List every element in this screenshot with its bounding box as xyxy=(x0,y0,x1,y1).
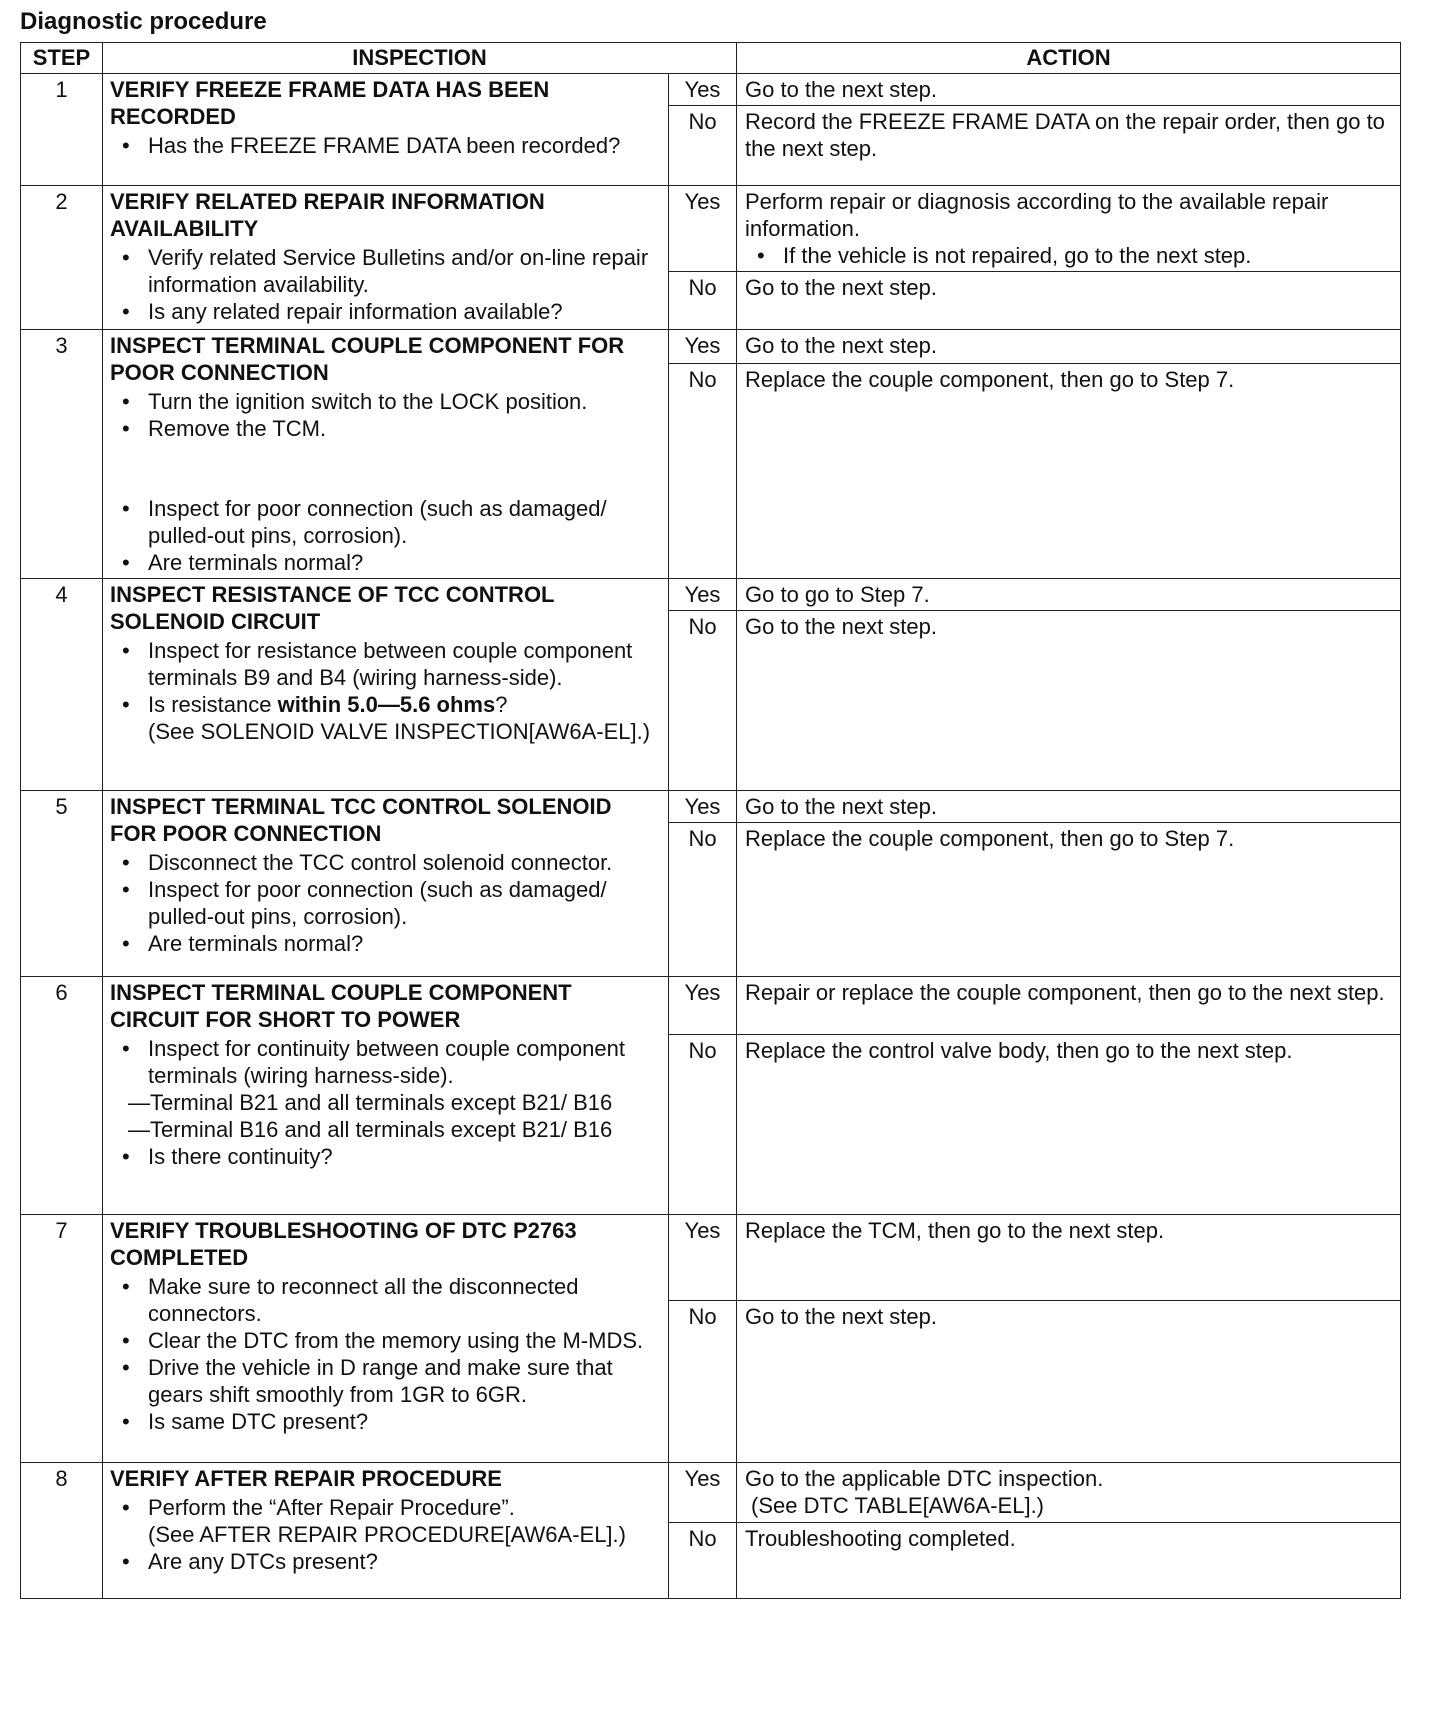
step-number: 6 xyxy=(21,977,103,1215)
inspection-title: INSPECT TERMINAL COUPLE COMPONENT FOR POOR CONNECTION xyxy=(110,333,625,385)
yes-action: Go to go to Step 7. xyxy=(737,579,1401,611)
inspection-cell xyxy=(103,791,669,977)
inspection-cell xyxy=(103,1215,669,1463)
page-title: Diagnostic procedure xyxy=(20,8,267,35)
inspection-item: • Inspect for poor connection (such as damaged/ pulled-out pins, corrosion). xyxy=(110,876,664,930)
yes-action-subitem: • If the vehicle is not repaired, go to the next step. xyxy=(745,242,1394,269)
no-action: Go to the next step. xyxy=(737,611,1401,791)
yes-action: Go to the next step. xyxy=(737,791,1401,823)
inspection-title: VERIFY RELATED REPAIR INFORMATION AVAILABILITY xyxy=(110,189,545,241)
step-number: 8 xyxy=(21,1463,103,1599)
table-row xyxy=(21,74,1401,106)
yes-action: Repair or replace the couple component, then go to the next step. xyxy=(737,977,1401,1035)
yes-action-cell xyxy=(737,186,1401,272)
inspection-item: • Has the FREEZE FRAME DATA been recorded? xyxy=(110,132,664,159)
inspection-item: • Inspect for resistance between couple component terminals B9 and B4 (wiring harness-side). xyxy=(110,637,664,691)
yes-label: Yes xyxy=(669,579,737,611)
no-label: No xyxy=(669,364,737,579)
step-number: 1 xyxy=(21,74,103,186)
table-row xyxy=(21,1463,1401,1523)
inspection-item-text: Perform the “After Repair Procedure”. xyxy=(148,1495,515,1520)
inspection-title: VERIFY AFTER REPAIR PROCEDURE xyxy=(110,1466,502,1491)
inspection-item: • Make sure to reconnect all the disconnected connectors. xyxy=(110,1273,664,1327)
no-label: No xyxy=(669,272,737,330)
header-row xyxy=(21,43,1401,74)
inspection-title: VERIFY FREEZE FRAME DATA HAS BEEN RECORDED xyxy=(110,77,550,129)
yes-action: Go to the next step. xyxy=(737,330,1401,364)
inspection-cell xyxy=(103,1463,669,1599)
no-action: Go to the next step. xyxy=(737,272,1401,330)
reference-note: (See DTC TABLE[AW6A-EL].) xyxy=(751,1493,1045,1518)
no-label: No xyxy=(669,1301,737,1463)
header-step: STEP xyxy=(21,43,103,74)
reference-note: (See SOLENOID VALVE INSPECTION[AW6A-EL].) xyxy=(148,719,651,744)
no-action: Replace the couple component, then go to Step 7. xyxy=(737,364,1401,579)
reference-note: (See AFTER REPAIR PROCEDURE[AW6A-EL].) xyxy=(148,1522,626,1547)
yes-label: Yes xyxy=(669,330,737,364)
step-number: 2 xyxy=(21,186,103,330)
inspection-item: • Is any related repair information available? xyxy=(110,298,664,325)
diagnostic-table xyxy=(20,42,1401,1599)
inspection-item: • Verify related Service Bulletins and/or on-line repair information availability. xyxy=(110,244,664,298)
yes-action: Go to the next step. xyxy=(737,74,1401,106)
header-inspection: INSPECTION xyxy=(103,43,737,74)
table-row xyxy=(21,579,1401,611)
yes-label: Yes xyxy=(669,1215,737,1301)
inspection-item: • Are any DTCs present? xyxy=(110,1548,664,1575)
yes-label: Yes xyxy=(669,74,737,106)
inspection-item: • Disconnect the TCC control solenoid connector. xyxy=(110,849,664,876)
inspection-item: • Is there continuity? xyxy=(110,1143,664,1170)
step-number: 4 xyxy=(21,579,103,791)
inspection-item: • Clear the DTC from the memory using the M-MDS. xyxy=(110,1327,664,1354)
yes-action: Go to the applicable DTC inspection. xyxy=(745,1466,1104,1491)
inspection-subitem: —Terminal B21 and all terminals except B21/ B16 xyxy=(128,1090,613,1115)
yes-action: Replace the TCM, then go to the next step. xyxy=(737,1215,1401,1301)
step-number: 3 xyxy=(21,330,103,579)
inspection-item: • Inspect for poor connection (such as damaged/ pulled-out pins, corrosion). xyxy=(110,495,664,549)
resistance-spec: within 5.0—5.6 ohms xyxy=(277,692,496,717)
resistance-question-end: ? xyxy=(495,692,508,717)
inspection-title: INSPECT RESISTANCE OF TCC CONTROL SOLENOID CIRCUIT xyxy=(110,582,555,634)
step-number: 7 xyxy=(21,1215,103,1463)
inspection-item: • Are terminals normal? xyxy=(110,549,664,576)
inspection-title: VERIFY TROUBLESHOOTING OF DTC P2763 COMPLETED xyxy=(110,1218,577,1270)
inspection-item: • Remove the TCM. xyxy=(110,415,664,442)
inspection-item: • Turn the ignition switch to the LOCK position. xyxy=(110,388,664,415)
inspection-title: INSPECT TERMINAL TCC CONTROL SOLENOID FOR POOR CONNECTION xyxy=(110,794,612,846)
no-action: Replace the control valve body, then go to the next step. xyxy=(737,1035,1401,1215)
yes-action-cell xyxy=(737,1463,1401,1523)
inspection-cell xyxy=(103,186,669,330)
step-number: 5 xyxy=(21,791,103,977)
table-row xyxy=(21,186,1401,272)
table-row xyxy=(21,1215,1401,1301)
no-action: Go to the next step. xyxy=(737,1301,1401,1463)
header-action: ACTION xyxy=(737,43,1401,74)
inspection-item-resistance xyxy=(110,691,664,745)
no-label: No xyxy=(669,106,737,186)
table-row xyxy=(21,791,1401,823)
inspection-title: INSPECT TERMINAL COUPLE COMPONENT CIRCUIT FOR SHORT TO POWER xyxy=(110,980,572,1032)
yes-label: Yes xyxy=(669,977,737,1035)
yes-label: Yes xyxy=(669,791,737,823)
no-label: No xyxy=(669,1523,737,1599)
resistance-question: Is resistance xyxy=(148,692,278,717)
inspection-item: • Is same DTC present? xyxy=(110,1408,664,1435)
yes-action: Perform repair or diagnosis according to the available repair information. xyxy=(745,189,1329,241)
inspection-cell xyxy=(103,330,669,579)
inspection-subitem: —Terminal B16 and all terminals except B21/ B16 xyxy=(128,1117,613,1142)
inspection-item: • Inspect for continuity between couple component terminals (wiring harness-side). xyxy=(110,1035,664,1089)
inspection-item xyxy=(110,1494,664,1548)
yes-label: Yes xyxy=(669,1463,737,1523)
inspection-cell xyxy=(103,977,669,1215)
inspection-cell xyxy=(103,579,669,791)
no-action: Record the FREEZE FRAME DATA on the repair order, then go to the next step. xyxy=(737,106,1401,186)
yes-label: Yes xyxy=(669,186,737,272)
table-row xyxy=(21,330,1401,364)
no-label: No xyxy=(669,611,737,791)
table-row xyxy=(21,977,1401,1035)
inspection-cell xyxy=(103,74,669,186)
inspection-item: • Are terminals normal? xyxy=(110,930,664,957)
no-action: Replace the couple component, then go to Step 7. xyxy=(737,823,1401,977)
no-label: No xyxy=(669,1035,737,1215)
no-label: No xyxy=(669,823,737,977)
no-action: Troubleshooting completed. xyxy=(737,1523,1401,1599)
inspection-item: • Drive the vehicle in D range and make sure that gears shift smoothly from 1GR to 6GR. xyxy=(110,1354,664,1408)
